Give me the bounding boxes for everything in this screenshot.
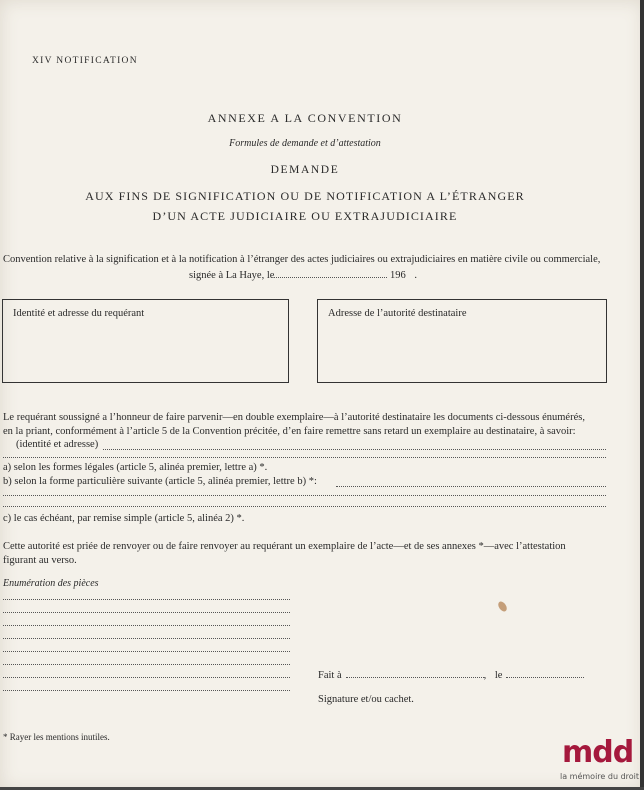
scan-edge-right — [640, 0, 644, 790]
autorite-label: Adresse de l’autorité destinataire — [328, 308, 467, 319]
watermark-logo — [560, 735, 640, 785]
autorite-box — [317, 299, 607, 383]
fait-line — [318, 668, 584, 681]
enumeration-line — [3, 625, 290, 626]
footnote: * Rayer les mentions inutiles. — [3, 732, 110, 742]
enumeration-line — [3, 599, 290, 600]
signature-label: Signature et/ou cachet. — [318, 694, 414, 705]
requerant-label: Identité et adresse du requérant — [13, 308, 145, 319]
enumeration-line — [3, 612, 290, 613]
request-paragraph-line-1: Le requérant soussigné a l’honneur de faire parvenir—en double exemplaire—à l’autorité destinataire les documents ci-dessous énumérés, — [3, 412, 585, 423]
signed-at-label: signée à La Haye, le — [189, 270, 275, 281]
form-subtitle: Formules de demande et d’attestation — [229, 138, 381, 149]
convention-line-2 — [189, 268, 417, 281]
enumeration-line — [3, 651, 290, 652]
date-blank — [274, 268, 387, 278]
enumeration-line — [3, 690, 290, 691]
enumeration-line — [3, 677, 290, 678]
identity-blank-line-2 — [3, 457, 606, 458]
convention-line-1: Convention relative à la signification et à la notification à l’étranger des actes judiciaires ou extrajudiciaires en matière civile ou commerciale, — [3, 254, 601, 265]
enumeration-heading: Enumération des pièces — [3, 578, 99, 589]
fait-comma: , — [483, 670, 487, 681]
return-paragraph-line-2: figurant au verso. — [3, 555, 77, 566]
option-b-blank-line — [336, 486, 606, 487]
year-period: . — [414, 270, 418, 281]
identity-blank-line — [103, 449, 606, 450]
demande-heading: DEMANDE — [270, 164, 340, 176]
request-title-line-2: D’UN ACTE JUDICIAIRE OU EXTRAJUDICIAIRE — [152, 209, 458, 223]
return-paragraph-line-1: Cette autorité est priée de renvoyer ou de faire renvoyer au requérant un exemplaire de l’acte—et de ses annexes *—avec l’attestation — [3, 541, 566, 552]
option-a: a) selon les formes légales (article 5, alinéa premier, lettre a) *. — [3, 462, 268, 473]
identity-address-label: (identité et adresse) — [16, 439, 99, 450]
watermark-subtitle: la mémoire du droit — [560, 772, 640, 781]
request-paragraph-line-2: en la priant, conformément à l’article 5 de la Convention précitée, d’en faire remettre sans retard un exemplaire au destinataire, à savoir: — [3, 426, 576, 437]
running-header: XIV NOTIFICATION — [32, 56, 138, 66]
option-b: b) selon la forme particulière suivante (article 5, alinéa premier, lettre b) *: — [3, 476, 317, 487]
option-b-blank-line-3 — [3, 506, 606, 507]
le-label: le — [494, 670, 503, 681]
watermark-mark: mdd — [562, 735, 634, 770]
annex-title: ANNEXE A LA CONVENTION — [207, 111, 403, 125]
paper-stain — [496, 600, 508, 613]
request-title-line-1: AUX FINS DE SIGNIFICATION OU DE NOTIFICATION A L’ÉTRANGER — [85, 189, 525, 203]
enumeration-line — [3, 664, 290, 665]
year-label: 196 — [390, 270, 406, 281]
requerant-box — [2, 299, 289, 383]
option-c: c) le cas échéant, par remise simple (article 5, alinéa 2) *. — [3, 513, 245, 524]
fait-date-blank — [506, 668, 584, 678]
enumeration-line — [3, 638, 290, 639]
fait-label: Fait à — [318, 670, 342, 681]
place-blank — [346, 668, 484, 678]
option-b-blank-line-2 — [3, 495, 606, 496]
